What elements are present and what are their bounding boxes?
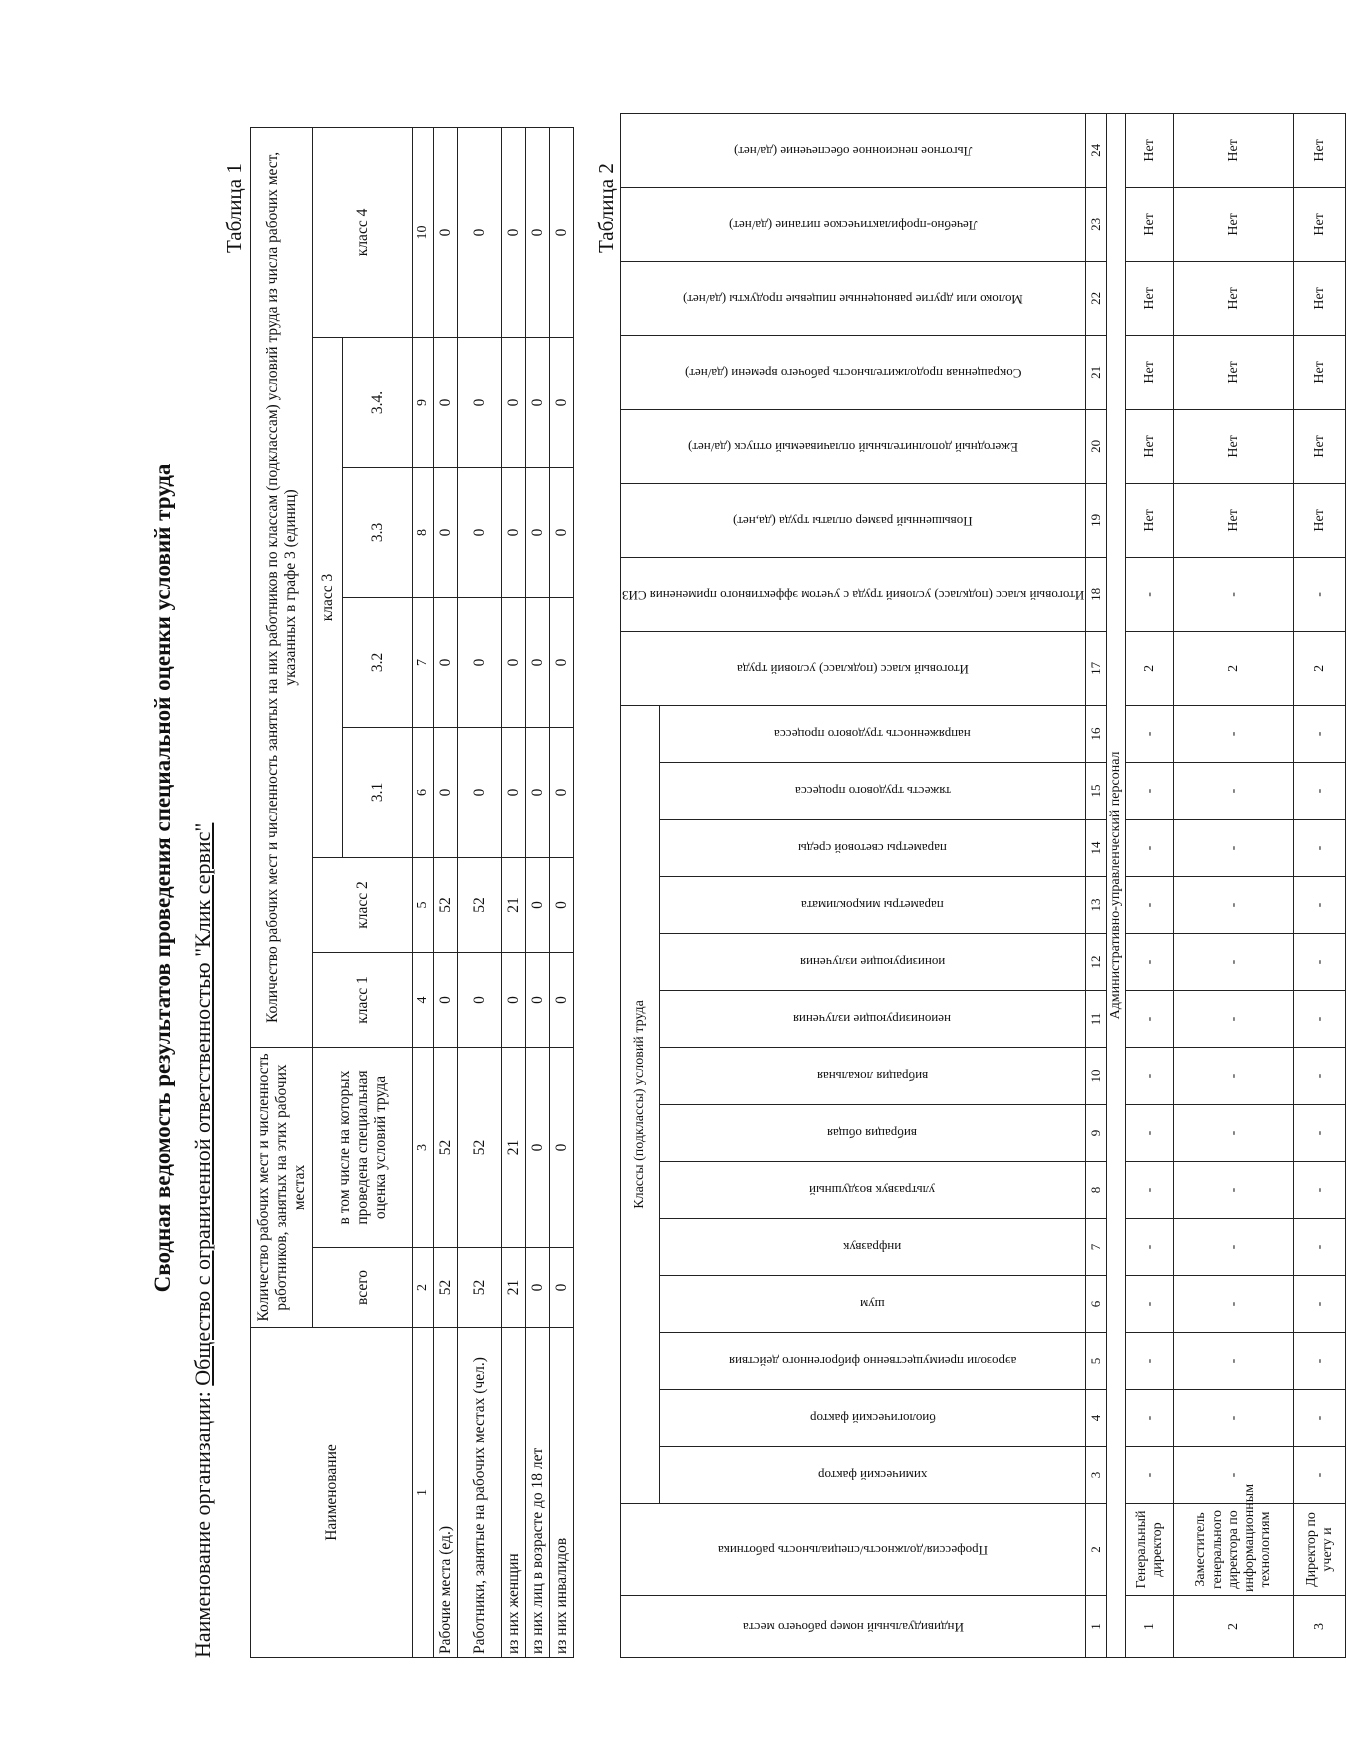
t2-row-id: 3 [1294,1596,1346,1658]
workplace-table [620,113,1346,1658]
t2-cell: - [1294,705,1346,762]
t1-cell: 0 [550,127,574,337]
t2-cell: - [1294,763,1346,820]
t2-cell: - [1294,1048,1346,1105]
t2-header-factor-text: вибрация локальная [816,1069,929,1085]
t2-cell: Нет [1294,261,1346,335]
t1-cell: 21 [502,1047,526,1247]
col-number: 5 [1086,1333,1107,1390]
t1-header-3-4: 3.4. [343,337,413,467]
t2-header-outcome-text: Сокращенная продолжительность рабочего времени (да/нет) [684,365,1022,381]
col-number: 22 [1086,261,1107,335]
t1-cell: 0 [550,597,574,727]
col-number: 17 [1086,631,1107,705]
t1-header-class3: класс 3 [313,337,343,857]
col-number: 24 [1086,113,1107,187]
t2-cell: 2 [1294,631,1346,705]
t2-cell: - [1294,1105,1346,1162]
t2-cell: Нет [1294,335,1346,409]
t2-cell: Нет [1294,409,1346,483]
t2-cell: - [1126,1333,1174,1390]
t1-cell: 0 [550,952,574,1047]
t2-header-factor-text: химический фактор [817,1468,928,1484]
t2-row-id: 1 [1126,1596,1174,1658]
col-number: 8 [413,467,434,597]
t2-cell: - [1126,1219,1174,1276]
t1-cell: 0 [502,467,526,597]
t1-cell: 52 [458,857,502,952]
t1-cell: 0 [550,1248,574,1328]
t2-header-factor [659,1276,1085,1333]
t1-cell: 0 [434,337,458,467]
t1-row [550,127,574,1657]
col-number: 11 [1086,991,1107,1048]
document-title: Сводная ведомость результатов проведения специальной оценки условий труда [150,463,175,1293]
t1-cell: 21 [502,857,526,952]
t2-header-outcome-text: Молоко или другие равноценные пищевые продукты (да/нет) [683,291,1023,307]
t2-cell: - [1174,1333,1294,1390]
t1-cell: 52 [434,857,458,952]
t2-header-factor [659,1105,1085,1162]
t2-cell: - [1126,991,1174,1048]
t1-header-total: всего [313,1248,413,1328]
t2-cell: - [1294,820,1346,877]
t2-cell: Нет [1174,483,1294,557]
t1-cell: 0 [502,127,526,337]
t2-cell: Нет [1174,261,1294,335]
t2-cell: Нет [1126,335,1174,409]
t2-header-factor [659,1390,1085,1447]
t2-cell: - [1174,1390,1294,1447]
t2-row-profession: Генеральный директор [1126,1504,1174,1596]
t1-cell: 0 [526,337,550,467]
t2-header-outcome [621,187,1086,261]
t1-header-class1: класс 1 [313,952,413,1047]
t1-cell: 0 [526,727,550,857]
t2-cell: - [1126,705,1174,762]
t2-cell: - [1174,1162,1294,1219]
t2-header-outcome [621,113,1086,187]
t2-cell: - [1126,820,1174,877]
col-number: 2 [413,1248,434,1328]
t2-row [1174,113,1294,1657]
t2-cell: - [1126,1390,1174,1447]
t1-cell: 0 [458,337,502,467]
t1-column-numbers [413,127,434,1657]
t2-header-factor [659,1048,1085,1105]
col-number: 18 [1086,557,1107,631]
t1-cell: 21 [502,1248,526,1328]
t1-header-assessed: в том числе на которых проведена специальная оценка условий труда [313,1047,413,1247]
t2-header-factor-text: аэрозоли преимущественно фиброгенного действия [728,1354,1017,1370]
t1-row-label: Рабочие места (ед.) [434,1328,458,1658]
t2-cell: - [1174,763,1294,820]
t2-cell: Нет [1126,483,1174,557]
t2-row-id: 2 [1174,1596,1294,1658]
col-number: 20 [1086,409,1107,483]
t1-cell: 0 [434,597,458,727]
t1-cell: 0 [458,467,502,597]
t1-cell: 0 [458,127,502,337]
t2-section-row: Административно-управленческий персонал [1107,113,1126,1657]
col-number: 13 [1086,877,1107,934]
t2-header-id [621,1596,1086,1658]
t2-row [1294,113,1346,1657]
col-number: 16 [1086,705,1107,762]
t2-header-outcome-text: Льготное пенсионное обеспечение (да/нет) [733,143,973,159]
t1-cell: 0 [526,1248,550,1328]
col-number: 15 [1086,763,1107,820]
t1-cell: 0 [526,1047,550,1247]
t2-cell: - [1294,1276,1346,1333]
t1-cell: 0 [434,952,458,1047]
t2-cell: - [1126,1048,1174,1105]
t1-row-label: из них женщин [502,1328,526,1658]
t2-cell: - [1126,934,1174,991]
t2-header-factor-text: инфразвук [843,1240,902,1256]
t2-header-classes: Классы (подклассы) условий труда [621,705,660,1503]
t2-cell: - [1294,991,1346,1048]
t2-cell: Нет [1174,113,1294,187]
t2-header-outcome-text: Лечебно-профилактическое питание (да/нет) [728,217,978,233]
col-number: 7 [413,597,434,727]
t2-cell: Нет [1126,409,1174,483]
t2-cell: Нет [1126,113,1174,187]
col-number: 2 [1086,1504,1107,1596]
t2-cell: - [1174,1219,1294,1276]
t1-cell: 0 [434,727,458,857]
t1-cell: 0 [458,727,502,857]
col-number: 12 [1086,934,1107,991]
col-number: 3 [1086,1447,1107,1504]
t2-cell: - [1174,1105,1294,1162]
t2-header-factor [659,1219,1085,1276]
t2-row [1126,113,1174,1657]
t1-header-3-2: 3.2 [343,597,413,727]
t2-cell: - [1126,763,1174,820]
col-number: 8 [1086,1162,1107,1219]
t2-header-outcome-text: Итоговый класс (подкласс) условий труда с учетом эффективного применения СИЗ [622,587,1085,603]
t2-header-factor-text: параметры микроклимата [801,898,944,914]
col-number: 1 [1086,1596,1107,1658]
t1-row [526,127,550,1657]
t2-header-factor-text: ионизирующие излучения [799,955,946,971]
t2-header-outcome [621,335,1086,409]
t1-cell: 0 [502,597,526,727]
t1-header-name: Наименование [251,1328,413,1658]
t2-cell: - [1174,1048,1294,1105]
t1-cell: 0 [550,337,574,467]
t2-cell: - [1126,557,1174,631]
t2-header-factor-text: неионизирующие излучения [793,1012,952,1028]
t2-header-factor [659,1447,1085,1504]
t1-cell: 0 [526,952,550,1047]
t1-row-label: из них лиц в возрасте до 18 лет [526,1328,550,1658]
t1-cell: 0 [502,952,526,1047]
t2-row-profession: Заместитель генерального директора по информационным технологиям [1174,1504,1294,1596]
t1-cell: 0 [502,337,526,467]
t2-header-outcome [621,557,1086,631]
t2-header-prof-text: Профессия/должность/специальность работника [718,1542,989,1558]
t2-cell: - [1126,1105,1174,1162]
t2-header-factor [659,877,1085,934]
t2-header-outcome-text: Итоговый класс (подкласс) условий труда [737,661,970,677]
t2-cell: 2 [1126,631,1174,705]
t2-cell: Нет [1126,187,1174,261]
t1-cell: 0 [526,857,550,952]
table1-caption: Таблица 1 [222,163,246,253]
t2-cell: - [1294,877,1346,934]
t2-cell: - [1174,991,1294,1048]
t1-cell: 52 [434,1248,458,1328]
col-number: 3 [413,1047,434,1247]
t1-cell: 0 [526,597,550,727]
t2-header-factor [659,763,1085,820]
t2-cell: - [1174,877,1294,934]
col-number: 6 [1086,1276,1107,1333]
t2-header-factor-text: ультразвук воздушный [809,1183,936,1199]
t1-cell: 0 [550,857,574,952]
col-number: 9 [413,337,434,467]
t1-cell: 0 [550,467,574,597]
t1-header-count: Количество рабочих мест и численность работников, занятых на этих рабочих местах [251,1047,313,1327]
t1-cell: 0 [526,467,550,597]
t2-cell: Нет [1126,261,1174,335]
t1-cell: 0 [434,127,458,337]
t2-cell: 2 [1174,631,1294,705]
t1-header-3-3: 3.3 [343,467,413,597]
t1-cell: 52 [434,1047,458,1247]
t2-header-prof [621,1504,1086,1596]
col-number: 10 [1086,1048,1107,1105]
col-number: 23 [1086,187,1107,261]
col-number: 10 [413,127,434,337]
organization-label: Наименование организации: [190,1391,215,1658]
t1-cell: 0 [458,597,502,727]
t1-row [458,127,502,1657]
t2-cell: - [1294,1333,1346,1390]
t2-header-factor [659,991,1085,1048]
t2-cell: - [1294,1447,1346,1504]
t1-cell: 52 [458,1248,502,1328]
t2-cell: - [1294,1219,1346,1276]
t2-body [1126,113,1346,1657]
col-number: 14 [1086,820,1107,877]
t1-cell: 52 [458,1047,502,1247]
t2-cell: Нет [1294,113,1346,187]
t1-header-classes: Количество рабочих мест и численность занятых на них работников по классам (подклассам) условий труда из числа рабочих мест, указанных в графе 3 (единиц) [251,127,313,1047]
t2-cell: - [1294,1162,1346,1219]
t2-header-outcome-text: Ежегодный дополнительный оплачиваемый отпуск (да/нет) [688,439,1019,455]
summary-table [250,127,574,1658]
t2-header-factor [659,705,1085,762]
t2-header-factor [659,820,1085,877]
t1-header-3-1: 3.1 [343,727,413,857]
t2-cell: Нет [1174,335,1294,409]
t1-body [434,127,574,1657]
t2-header-factor-text: параметры световой среды [798,841,947,857]
t2-header-factor [659,1162,1085,1219]
col-number: 7 [1086,1219,1107,1276]
t2-cell: - [1126,877,1174,934]
organization-name: Общество с ограниченной ответственностью "Клик сервис" [190,822,215,1386]
t2-header-factor [659,1333,1085,1390]
t2-header-factor-text: тяжесть трудового процесса [794,784,951,800]
t2-row-profession: Директор по учету и [1294,1504,1346,1596]
t2-header-factor-text: биологический фактор [809,1411,936,1427]
t1-header-class4: класс 4 [313,127,413,337]
t2-cell: - [1126,1162,1174,1219]
table2-caption: Таблица 2 [594,163,618,253]
t1-cell: 0 [550,1047,574,1247]
t2-header-factor-text: напряженность трудового процесса [774,727,971,743]
t1-row [434,127,458,1657]
t2-header-outcome [621,631,1086,705]
t1-cell: 0 [526,127,550,337]
t2-cell: - [1126,1447,1174,1504]
t1-row-label: Работники, занятые на рабочих местах (чел.) [458,1328,502,1658]
t2-header-outcome-text: Повышенный размер оплаты труда (да,нет) [733,513,973,529]
t2-cell: Нет [1174,409,1294,483]
t2-header-outcome [621,409,1086,483]
t1-cell: 0 [502,727,526,857]
t2-cell: - [1294,1390,1346,1447]
document-sheet [150,98,1335,1658]
t2-cell: - [1174,1276,1294,1333]
t2-header-id-text: Индивидуальный номер рабочего места [742,1619,964,1635]
col-number: 21 [1086,335,1107,409]
t1-cell: 0 [550,727,574,857]
t2-cell: - [1126,1276,1174,1333]
col-number: 1 [413,1328,434,1658]
t2-header-outcome [621,483,1086,557]
col-number: 4 [1086,1390,1107,1447]
t2-header-factor-text: вибрация общая [827,1126,918,1142]
col-number: 9 [1086,1105,1107,1162]
t2-cell: - [1174,557,1294,631]
t2-cell: - [1174,820,1294,877]
t1-cell: 0 [434,467,458,597]
t2-cell: - [1174,1447,1294,1504]
t2-cell: Нет [1294,187,1346,261]
col-number: 4 [413,952,434,1047]
t2-column-numbers [1086,113,1107,1657]
t2-header-factor-text: шум [860,1297,885,1313]
t1-cell: 0 [458,952,502,1047]
t2-header-outcome [621,261,1086,335]
t2-cell: - [1174,934,1294,991]
col-number: 19 [1086,483,1107,557]
col-number: 6 [413,727,434,857]
t1-header-class2: класс 2 [313,857,413,952]
t2-cell: Нет [1294,483,1346,557]
t1-row-label: из них инвалидов [550,1328,574,1658]
t2-header-factor [659,934,1085,991]
t2-cell: - [1294,934,1346,991]
t2-cell: - [1174,705,1294,762]
organization-line [190,823,216,1658]
t2-cell: Нет [1174,187,1294,261]
col-number: 5 [413,857,434,952]
t1-row [502,127,526,1657]
t2-cell: - [1294,557,1346,631]
